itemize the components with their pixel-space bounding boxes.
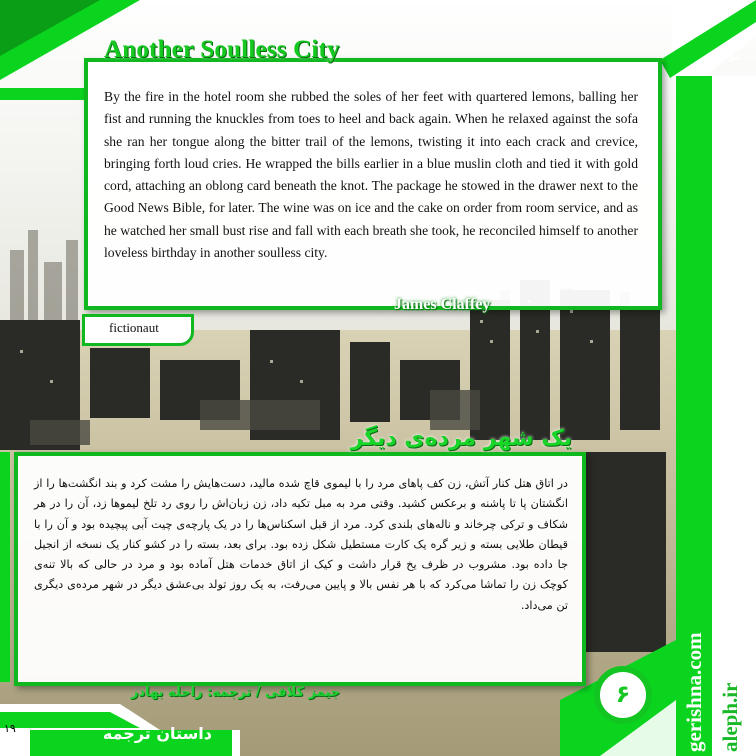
website-gerishna[interactable]: gerishna.com: [682, 632, 706, 752]
english-story-body: By the fire in the hotel room she rubbed the soles of her feet with quartered lemons, balling her fist and running the knuckles from toes to heel and back again. When he relaxed against the sofa she ran her tongue along the bitter trail of the lemons, twisting it into each crack and crevice, bringing forth loud cries. He wrapped the bills earlier in a blue muslin cloth and tied it with gold cord, attaching an oblong card beneath the knot. The package he stowed in the drawer next to the Good News Bible, for later. The wine was on ice and the cake on order from room service, and as he watched her small bust rise and fall with each breath she took, he reconciled himself to another loveless birthday in another soulless city.: [104, 89, 638, 261]
english-story-author: James Claffey: [394, 296, 491, 313]
section-label: داستان ترجمه: [102, 724, 212, 743]
side-page-number: ۳۳: [725, 41, 745, 62]
page-number: ۱۹: [4, 722, 16, 735]
source-label: fictionaut: [82, 314, 194, 346]
persian-story-author: جیمز کلافی / ترجمه: راحله بهادر: [130, 685, 340, 700]
persian-story-title: یک شهر مرده‌ی دیگر: [350, 426, 572, 451]
english-story-title: Another Soulless City: [104, 36, 340, 63]
story-number-badge: ۶: [594, 666, 652, 724]
persian-story-body: در اتاق هتل کنار آتش، زن کف پاهای مرد را با لیموی قاچ شده مالید، دست‌هایش را مشت کرد و بند انگشت‌ها را از انگشتان پا تا پاشنه و برعکس کشید. وقتی مرد به مبل تکیه داد، زن زبان‌اش را روی رد تلخ لیموها زد، آن را در هر شکاف و ترکی چرخاند و ناله‌های بلندی کرد. مرد از قبل اسکناس‌ها را در یک پارچه‌ی چیت آبی پیچیده بود و آن را با قیطان طلایی بسته و زیر گره یک کارت مستطیل شکل زده بود. برای بعد، بسته را در کشو کنار یک نسخه از انجیل جا داده بود. مشروب در ظرف یخ قرار داشت و کیک از اتاق خدمات هتل آماده بود و مرد در حالی که بالا تنه‌ی کوچک زن را تماشا می‌کرد که با هر نفس بالا و پایین می‌رفت، به یک روز تولد بی‌عشق دیگر در شهر مرده‌ی دیگری تن می‌داد.: [34, 477, 568, 612]
website-aleph[interactable]: aleph.ir: [718, 682, 742, 752]
